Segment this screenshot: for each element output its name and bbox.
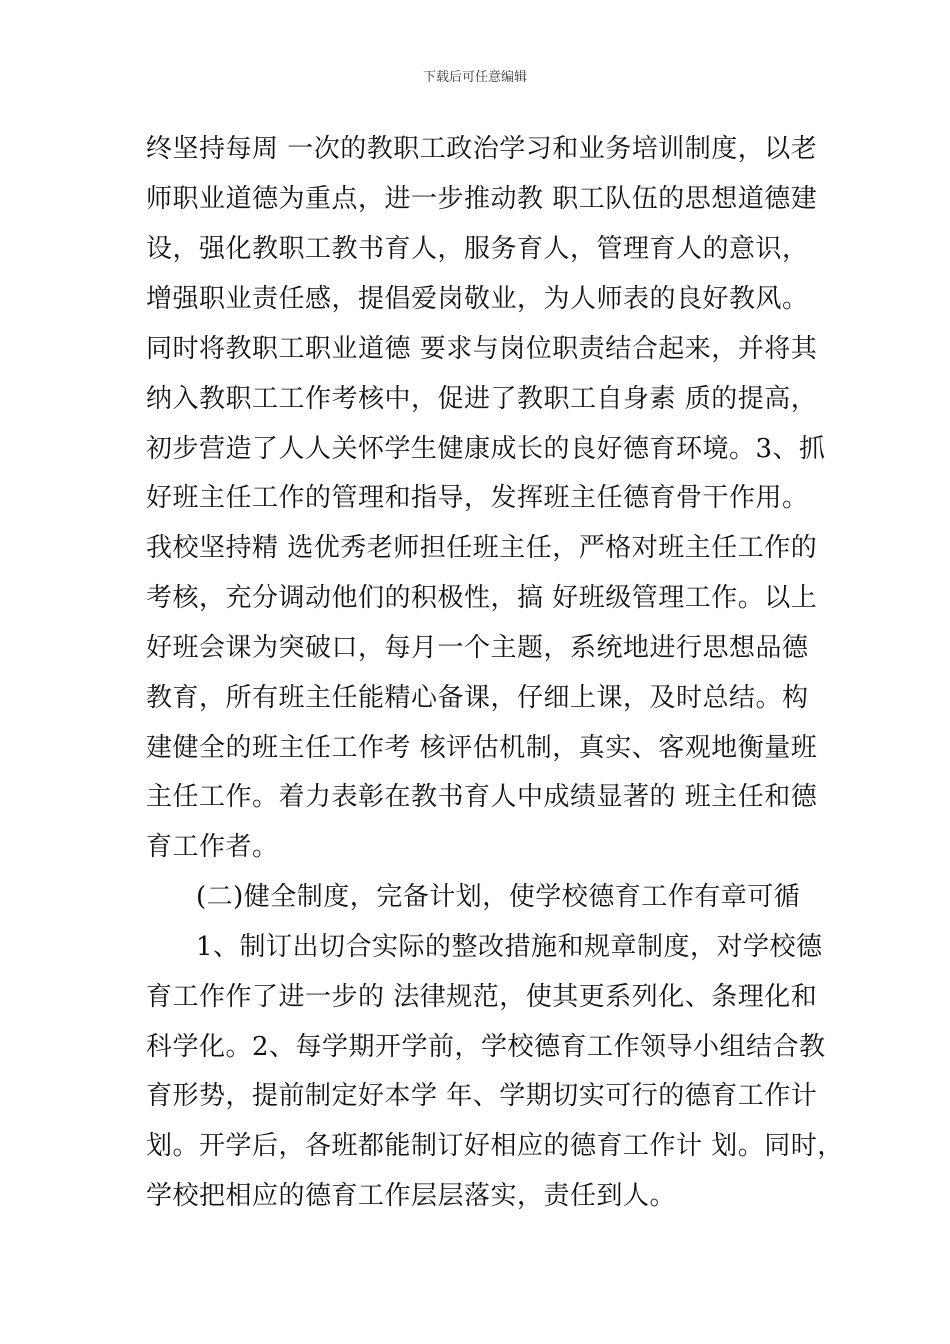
text-line: 好班会课为突破口，每月一个主题，系统地进行思想品德 — [146, 633, 809, 663]
text-line: 划。开学后，各班都能制订好相应的德育工作计 划。同时， — [146, 1131, 844, 1161]
text-line: 教育，所有班主任能精心备课，仔细上课，及时总结。构 — [146, 683, 809, 713]
text-line: 我校坚持精 选优秀老师担任班主任，严格对班主任工作的 — [146, 533, 818, 563]
text-line: 初步营造了人人关怀学生健康成长的良好德育环境。3、抓 — [146, 434, 826, 464]
text-line: 育工作作了进一步的 法律规范，使其更系列化、条理化和 — [146, 982, 818, 1012]
text-line: 学校把相应的德育工作层层落实，责任到人。 — [146, 1181, 677, 1211]
text-line: 纳入教职工工作考核中，促进了教职工自身素 质的提高， — [146, 384, 818, 414]
text-line: 主任工作。着力表彰在教书育人中成绩显著的 班主任和德 — [146, 782, 818, 812]
text-line: 好班主任工作的管理和指导，发挥班主任德育骨干作用。 — [146, 483, 809, 513]
section-heading: (二)健全制度，完备计划，使学校德育工作有章可循 — [196, 882, 801, 912]
text-line: 育形势，提前制定好本学 年、学期切实可行的德育工作计 — [146, 1081, 818, 1111]
text-line: 考核，充分调动他们的积极性，搞 好班级管理工作。以上 — [146, 583, 818, 613]
text-line: 科学化。2、每学期开学前，学校德育工作领导小组结合教 — [146, 1032, 826, 1062]
text-line: 育工作者。 — [146, 832, 279, 862]
text-line: 1、制订出切合实际的整改措施和规章制度，对学校德 — [196, 932, 823, 962]
page-header: 下载后可任意编辑 — [422, 70, 527, 85]
text-line: 师职业道德为重点，进一步推动教 职工队伍的思想道德建 — [146, 184, 818, 214]
text-line: 同时将教职工职业道德 要求与岗位职责结合起来，并将其 — [146, 334, 818, 364]
text-line: 终坚持每周 一次的教职工政治学习和业务培训制度，以老 — [146, 134, 818, 164]
text-line: 增强职业责任感，提倡爱岗敬业，为人师表的良好教风。 — [146, 284, 809, 314]
text-line: 设，强化教职工教书育人，服务育人，管理育人的意识， — [146, 234, 809, 264]
text-line: 建健全的班主任工作考 核评估机制，真实、客观地衡量班 — [146, 733, 818, 763]
